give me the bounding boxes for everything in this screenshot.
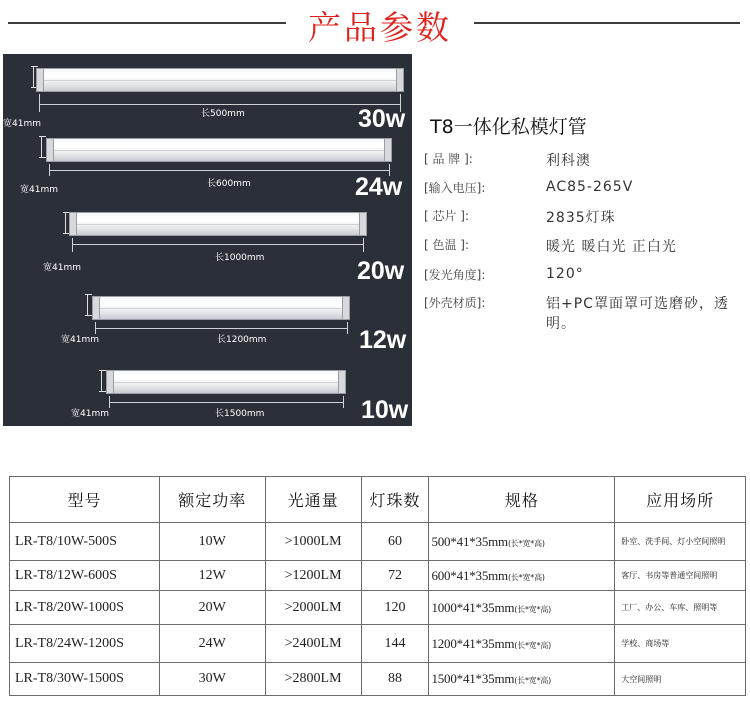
led-count-cell: 120 — [361, 591, 429, 625]
application-cell: 工厂、办公、车库、照明等 — [615, 591, 746, 625]
dimension-line — [95, 328, 347, 329]
tube-width-label: 宽41mm — [71, 409, 109, 419]
dimension-line — [343, 396, 344, 408]
dimension-line — [109, 402, 343, 403]
tube-width-label: 宽41mm — [20, 185, 58, 195]
dimension-line — [72, 244, 363, 245]
tube-watt-label: 24w — [355, 173, 403, 201]
size-cell — [429, 561, 615, 591]
size-cell — [429, 591, 615, 625]
tube-watt-label: 20w — [357, 257, 405, 285]
dimension-line — [347, 322, 348, 334]
column-header: 应用场所 — [615, 477, 746, 523]
tube-length-label: 长600mm — [207, 179, 251, 189]
spec-value: 利科澳 — [546, 153, 591, 169]
power-cell: 20W — [159, 591, 265, 625]
application-cell: 卧室、洗手间、灯小空间照明 — [615, 523, 746, 561]
application-cell: 客厅、书房等普通空间照明 — [615, 561, 746, 591]
header-right-rule — [474, 22, 740, 24]
header-left-rule — [8, 22, 286, 24]
led-count-cell: 72 — [361, 561, 429, 591]
size-value: 500*41*35mm — [431, 533, 508, 549]
model-cell: LR-T8/24W-1200S — [10, 625, 160, 663]
size-value: 1500*41*35mm — [431, 671, 515, 686]
size-note: (长*宽*高) — [507, 572, 545, 582]
tube-length-label: 长500mm — [201, 109, 245, 119]
page-title: 产品参数 — [308, 8, 452, 47]
tube-image — [47, 138, 391, 162]
tube-watt-label: 12w — [359, 326, 407, 354]
column-header: 额定功率 — [159, 477, 265, 523]
tube-watt-label: 30w — [358, 105, 406, 133]
dimension-line — [72, 238, 73, 252]
size-note: (长*宽*高) — [507, 538, 545, 548]
size-cell — [429, 625, 615, 663]
size-note: (长*宽*高) — [514, 676, 552, 685]
spec-value: 120° — [546, 266, 584, 282]
spec-value: 铝+PC罩面罩可选磨砂，透明。 — [546, 296, 729, 332]
size-value: 600*41*35mm — [431, 567, 508, 583]
dimension-line — [363, 238, 364, 252]
table-row — [10, 523, 746, 561]
spec-key: [ 色温 ]: — [424, 238, 470, 252]
flux-cell: >1000LM — [265, 523, 361, 561]
tube-watt-label: 10w — [361, 396, 409, 424]
size-value: 1200*41*35mm — [431, 635, 515, 651]
tube-length-label: 长1500mm — [215, 409, 265, 419]
spec-value: 2835灯珠 — [546, 210, 616, 226]
power-cell: 12W — [159, 561, 265, 591]
table-row — [10, 561, 746, 591]
column-header: 光通量 — [265, 477, 361, 523]
spec-key: [输入电压]: — [424, 181, 486, 195]
model-cell: LR-T8/12W-600S — [10, 561, 160, 591]
column-header: 灯珠数 — [361, 477, 429, 523]
table-row — [10, 663, 746, 696]
spec-key: [外壳材质]: — [424, 296, 486, 310]
column-header: 型号 — [10, 477, 160, 523]
model-cell: LR-T8/30W-1500S — [10, 663, 160, 696]
dimension-line — [39, 94, 40, 112]
power-cell: 30W — [159, 663, 265, 696]
size-value: 1000*41*35mm — [431, 599, 515, 615]
size-note: (长*宽*高) — [514, 640, 552, 650]
tube-width-label: 宽41mm — [3, 119, 41, 129]
model-cell: LR-T8/20W-1000S — [10, 591, 160, 625]
flux-cell: >2400LM — [265, 625, 361, 663]
table-header-row — [10, 477, 746, 523]
flux-cell: >1200LM — [265, 561, 361, 591]
column-header: 规格 — [429, 477, 615, 523]
application-cell: 学校、商场等 — [615, 625, 746, 663]
flux-cell: >2800LM — [265, 663, 361, 696]
tube-length-label: 长1000mm — [215, 253, 265, 263]
tube-image — [70, 212, 366, 236]
tube-length-label: 长1200mm — [217, 335, 267, 345]
section-header — [0, 0, 750, 46]
dimension-line — [39, 104, 400, 105]
tube-image — [93, 296, 349, 320]
size-cell — [429, 523, 615, 561]
flux-cell: >2000LM — [265, 591, 361, 625]
table-row — [10, 625, 746, 663]
spec-value: AC85-265V — [546, 179, 634, 195]
led-count-cell: 88 — [361, 663, 429, 696]
tube-width-label: 宽41mm — [43, 263, 81, 273]
model-cell: LR-T8/10W-500S — [10, 523, 160, 561]
spec-key: [ 芯片 ]: — [424, 209, 470, 223]
tube-image — [107, 370, 345, 394]
dimension-line — [49, 170, 389, 171]
spec-value: 暖光 暖白光 正白光 — [546, 239, 677, 255]
table-row — [10, 591, 746, 625]
spec-key: [发光角度]: — [424, 268, 486, 282]
parameter-table — [9, 476, 746, 696]
power-cell: 24W — [159, 625, 265, 663]
application-cell: 大空间照明 — [615, 663, 746, 696]
size-cell — [429, 663, 615, 696]
led-count-cell: 60 — [361, 523, 429, 561]
power-cell: 10W — [159, 523, 265, 561]
tube-image — [37, 68, 403, 92]
size-note: (长*宽*高) — [514, 604, 552, 614]
tube-width-label: 宽41mm — [61, 335, 99, 345]
product-name: T8一体化私模灯管 — [430, 116, 587, 138]
product-image-panel — [3, 54, 412, 426]
spec-key: [ 品 牌 ]: — [424, 152, 473, 166]
led-count-cell: 144 — [361, 625, 429, 663]
